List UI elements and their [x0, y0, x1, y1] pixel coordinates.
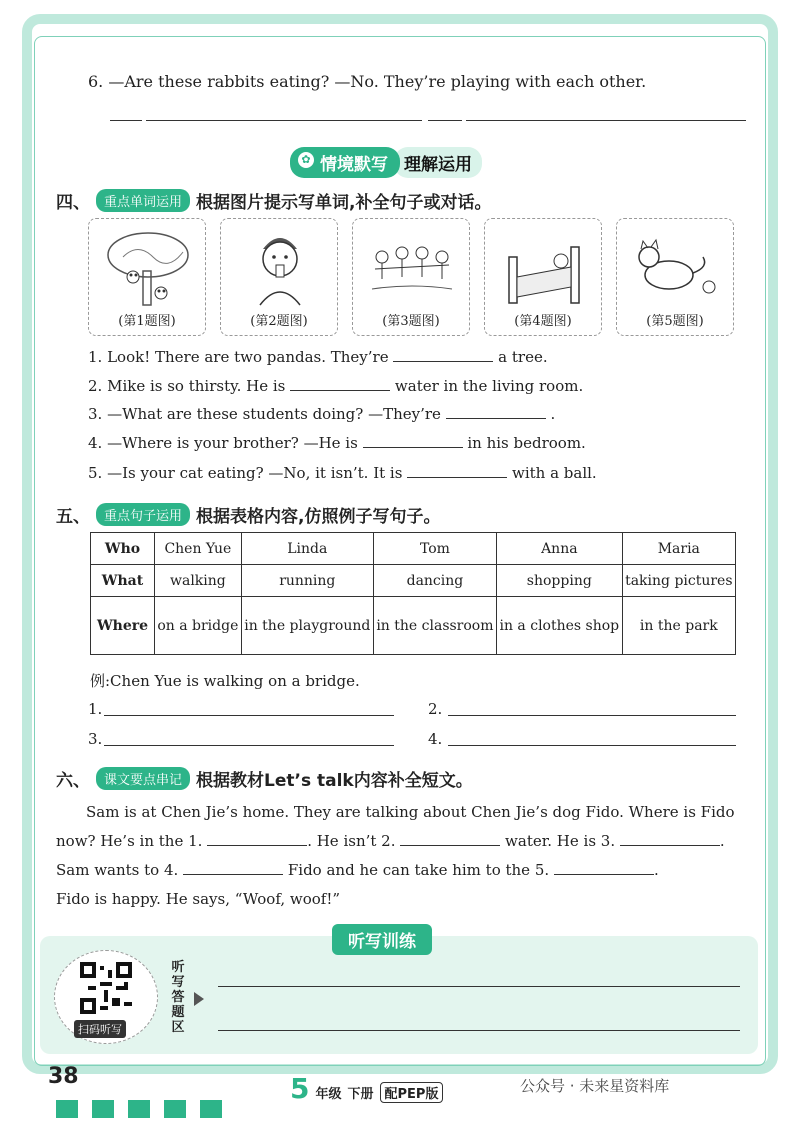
question-6: 6. —Are these rabbits eating? —No. They’re playing with each other. [88, 72, 647, 91]
passage-text: Fido is happy. He says, “Woof, woof!” [56, 890, 341, 908]
answer-blank[interactable] [290, 377, 390, 391]
line-number: 1. [88, 700, 103, 718]
item-text: 4. —Where is your brother? —He is [88, 434, 358, 452]
write-line-4[interactable] [428, 730, 738, 748]
picture-caption: (第3题图) [382, 314, 440, 329]
answer-blank[interactable] [554, 861, 654, 875]
footer-bar [92, 1100, 114, 1118]
item-4-2 [88, 377, 583, 395]
table-cell: walking [155, 565, 242, 597]
footer-bar [128, 1100, 150, 1118]
passage-text: water. He is 3. [505, 832, 616, 850]
table-cell: Chen Yue [155, 533, 242, 565]
passage-text: . [653, 861, 659, 879]
item-text: 3. —What are these students doing? —They’re [88, 405, 441, 423]
grade-number: 5 [290, 1072, 310, 1105]
item-text: in his bedroom. [467, 434, 586, 452]
passage-text: . [719, 832, 725, 850]
answer-blank[interactable] [400, 832, 500, 846]
table-cell: dancing [373, 565, 496, 597]
answer-line[interactable] [466, 120, 746, 121]
item-text: a tree. [498, 348, 548, 366]
answer-line[interactable] [448, 745, 736, 746]
banner-left-label: 情境默写 [320, 154, 388, 175]
paw-icon: ✿ [298, 152, 314, 168]
section-instruction: 根据表格内容,仿照例子写句子。 [196, 507, 441, 527]
arrow-right-icon [194, 992, 204, 1006]
passage-line [56, 827, 748, 856]
section-number: 四、 [56, 193, 90, 213]
section-4-heading [56, 188, 491, 213]
table-cell: Linda [241, 533, 373, 565]
picture-row [88, 218, 734, 336]
answer-line[interactable] [104, 715, 394, 716]
passage-text: now? He’s in the 1. [56, 832, 203, 850]
section-tag: 重点句子运用 [96, 503, 190, 526]
section-6-heading [56, 766, 473, 791]
answer-blank[interactable] [620, 832, 720, 846]
passage [56, 798, 748, 914]
banner-right: 理解运用 [394, 147, 482, 178]
item-4-4 [88, 434, 586, 452]
label-char: 区 [171, 1020, 185, 1035]
write-line-2[interactable] [428, 700, 738, 718]
table-cell: in the classroom [373, 597, 496, 655]
answer-line[interactable] [110, 120, 142, 121]
answer-line[interactable] [104, 745, 394, 746]
answer-blank[interactable] [363, 434, 463, 448]
banner-left [290, 147, 400, 178]
answer-line[interactable] [146, 120, 422, 121]
answer-blank[interactable] [183, 861, 283, 875]
passage-text: Fido and he can take him to the 5. [287, 861, 550, 879]
footer-bar [200, 1100, 222, 1118]
row-header: Who [91, 533, 155, 565]
table-cell: on a bridge [155, 597, 242, 655]
page-number: 38 [48, 1064, 79, 1089]
item-4-5 [88, 464, 597, 482]
dictation-area-label [170, 960, 186, 1035]
answer-blank[interactable] [446, 405, 546, 419]
picture-caption: (第5题图) [646, 314, 704, 329]
picture-2 [220, 218, 338, 336]
item-text: water in the living room. [394, 377, 584, 395]
qr-caption: 扫码听写 [74, 1020, 126, 1038]
label-char: 题 [171, 1005, 185, 1020]
item-text: with a ball. [511, 464, 597, 482]
passage-text: Sam is at Chen Jie’s home. They are talking about Chen Jie’s dog Fido. Where is Fido [86, 803, 735, 821]
section-banner [290, 148, 482, 176]
picture-4 [484, 218, 602, 336]
item-text: . [550, 405, 556, 423]
picture-5 [616, 218, 734, 336]
passage-line [56, 885, 748, 914]
section-instruction: 根据教材Let’s talk内容补全短文。 [196, 771, 473, 791]
line-number: 4. [428, 730, 443, 748]
picture-caption: (第1题图) [118, 314, 176, 329]
footer-bars [56, 1100, 222, 1118]
table-cell: in the park [622, 597, 735, 655]
row-header: Where [91, 597, 155, 655]
tree-pandas-icon [103, 227, 193, 307]
bed-icon [499, 227, 589, 307]
grade-text: 年级 [315, 1087, 342, 1102]
table-cell: in a clothes shop [497, 597, 623, 655]
footer-bar [56, 1100, 78, 1118]
answer-blank[interactable] [393, 348, 493, 362]
answer-blank[interactable] [207, 832, 307, 846]
answer-blank[interactable] [407, 464, 507, 478]
picture-caption: (第2题图) [250, 314, 308, 329]
write-line-1[interactable] [88, 700, 398, 718]
table-cell: taking pictures [622, 565, 735, 597]
section-5-heading [56, 502, 440, 527]
watermark: 公众号 · 未来星资料库 [520, 1077, 670, 1095]
dictation-line[interactable] [218, 986, 740, 987]
section-tag: 重点单词运用 [96, 189, 190, 212]
passage-line [56, 798, 748, 827]
info-table [90, 532, 736, 655]
label-char: 写 [171, 975, 185, 990]
table-cell: Anna [497, 533, 623, 565]
passage-text: Sam wants to 4. [56, 861, 179, 879]
dictation-line[interactable] [218, 1030, 740, 1031]
table-row [91, 565, 736, 597]
label-char: 听 [171, 960, 185, 975]
footer-bar [164, 1100, 186, 1118]
row-header: What [91, 565, 155, 597]
line-number: 2. [428, 700, 443, 718]
section-number: 五、 [56, 507, 90, 527]
section-tag: 课文要点串记 [96, 767, 190, 790]
section-number: 六、 [56, 771, 90, 791]
term-text: 下册 [347, 1087, 374, 1102]
passage-line [56, 856, 748, 885]
write-line-3[interactable] [88, 730, 398, 748]
cat-ball-icon [631, 227, 721, 307]
passage-text: . He isn’t 2. [307, 832, 396, 850]
picture-caption: (第4题图) [514, 314, 572, 329]
answer-line[interactable] [428, 120, 462, 121]
picture-3 [352, 218, 470, 336]
example-sentence: 例:Chen Yue is walking on a bridge. [90, 672, 360, 690]
table-cell: Tom [373, 533, 496, 565]
kids-dancing-icon [367, 227, 457, 307]
table-row [91, 597, 736, 655]
item-text: 2. Mike is so thirsty. He is [88, 377, 286, 395]
qr-code-icon[interactable] [80, 962, 132, 1014]
question-6-answer-lines [100, 112, 750, 126]
table-cell: in the playground [241, 597, 373, 655]
answer-line[interactable] [448, 715, 736, 716]
boy-drinking-icon [235, 227, 325, 307]
line-number: 3. [88, 730, 103, 748]
table-row [91, 533, 736, 565]
edition-badge: 配PEP版 [380, 1082, 444, 1103]
picture-1 [88, 218, 206, 336]
table-cell: shopping [497, 565, 623, 597]
grade-label [290, 1072, 443, 1105]
table-cell: running [241, 565, 373, 597]
item-4-3 [88, 405, 555, 423]
label-char: 答 [171, 990, 185, 1005]
item-text: 1. Look! There are two pandas. They’re [88, 348, 389, 366]
item-4-1 [88, 348, 548, 366]
item-text: 5. —Is your cat eating? —No, it isn’t. It is [88, 464, 403, 482]
section-instruction: 根据图片提示写单词,补全句子或对话。 [196, 193, 492, 213]
table-cell: Maria [622, 533, 735, 565]
dictation-title: 听写训练 [332, 924, 432, 955]
